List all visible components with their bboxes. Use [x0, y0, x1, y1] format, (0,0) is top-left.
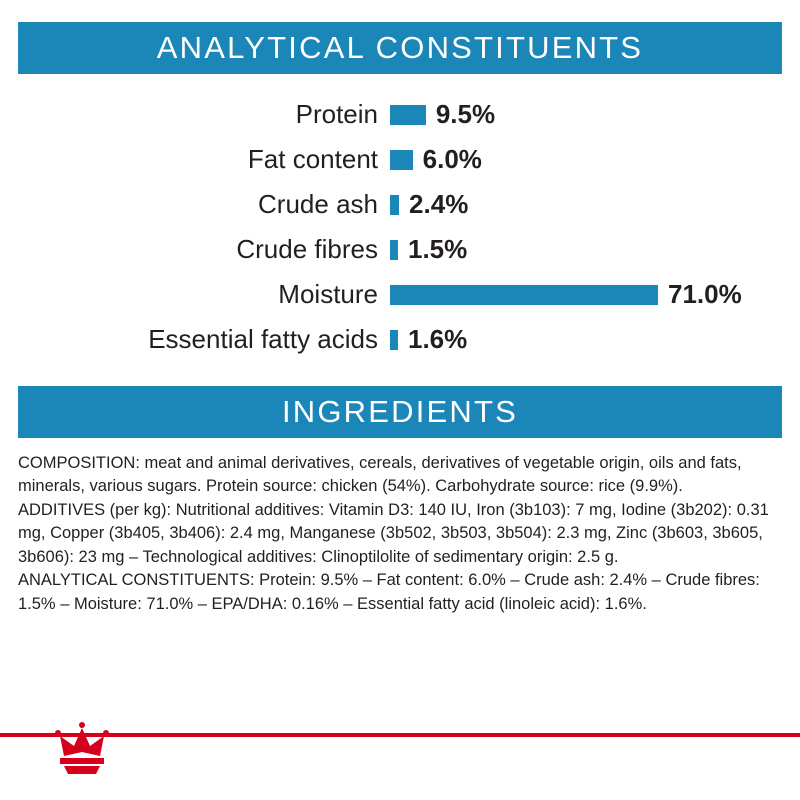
analytical-constituents-header [18, 22, 782, 74]
chart-value-label: 1.5% [408, 234, 468, 264]
chart-value-label: 6.0% [422, 144, 482, 174]
chart-bar-wrap [390, 317, 782, 362]
chart-row [18, 137, 782, 182]
chart-bar [390, 105, 426, 125]
chart-row [18, 92, 782, 137]
chart-value-label: 2.4% [409, 189, 469, 219]
ingredients-paragraph-analytical: ANALYTICAL CONSTITUENTS: Protein: 9.5% – Fat content: 6.0% – Crude ash: 2.4% – Crude fibres: 1.5% – Moisture: 71.0% – EPA/DHA: 0.16% – Essential fatty acid (linoleic acid): 1.6%. [18, 571, 760, 613]
chart-category-label: Crude ash [258, 189, 378, 219]
chart-category-label: Protein [295, 99, 378, 129]
analytical-constituents-title: ANALYTICAL CONSTITUENTS [156, 30, 644, 65]
chart-bar-wrap [390, 182, 782, 227]
chart-bar-wrap [390, 227, 782, 272]
chart-category-label: Fat content [247, 144, 378, 174]
ingredients-paragraph-composition: COMPOSITION: meat and animal derivatives, cereals, derivatives of vegetable origin, oils and fats, minerals, various sugars. Protein source: chicken (54%). Carbohydrate source: rice (9.9%). [18, 454, 742, 496]
chart-category-label: Moisture [278, 279, 378, 309]
chart-row [18, 182, 782, 227]
chart-value-label: 9.5% [435, 99, 496, 129]
royal-canin-crown-logo [42, 722, 122, 788]
chart-bar-wrap [390, 272, 782, 317]
chart-bar-wrap [390, 137, 782, 182]
ingredients-text [18, 452, 782, 616]
chart-value-label: 1.6% [408, 324, 468, 354]
chart-bar [390, 285, 658, 305]
chart-row [18, 227, 782, 272]
ingredients-paragraph-additives: ADDITIVES (per kg): Nutritional additives: Vitamin D3: 140 IU, Iron (3b103): 7 mg, Iodine (3b202): 0.31 mg, Copper (3b405, 3b406): 2.4 mg, Manganese (3b502, 3b503, 3b504): 2.3 mg, Zinc (3b603, 3b605, 3b606): 23 mg – Technological additives: Clinoptilolite of sedimentary origin: 2.5 g. [18, 500, 769, 566]
chart-bar [390, 195, 399, 215]
chart-row [18, 317, 782, 362]
chart-category-label: Crude fibres [236, 234, 378, 264]
ingredients-title: INGREDIENTS [281, 394, 519, 429]
chart-bar [390, 150, 413, 170]
chart-value-label: 71.0% [668, 279, 742, 309]
chart-bar [390, 240, 398, 260]
chart-row [18, 272, 782, 317]
analytical-constituents-chart [18, 92, 782, 362]
chart-bar [390, 330, 398, 350]
ingredients-header [18, 386, 782, 438]
chart-bar-wrap [390, 92, 782, 137]
chart-category-label: Essential fatty acids [148, 324, 378, 354]
